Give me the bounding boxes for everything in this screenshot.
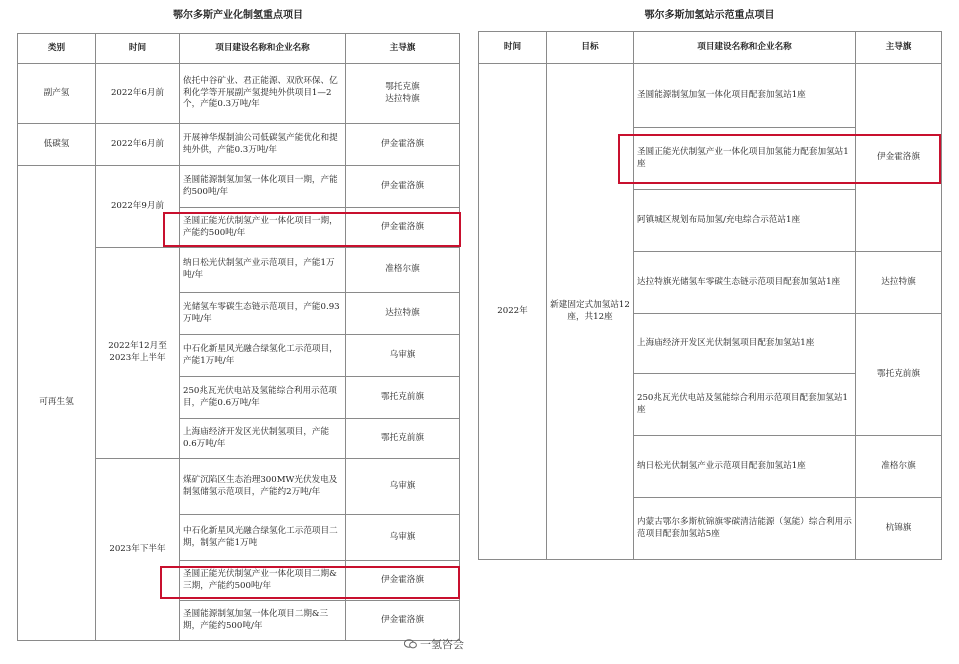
flag-cell: 准格尔旗 — [856, 436, 942, 498]
station-cell: 阿镇城区规划布局加氢/充电综合示范站1座 — [634, 190, 856, 252]
project-cell: 中石化新星风光融合绿氢化工示范项目，产能1万吨/年 — [180, 335, 346, 377]
highlight-box — [163, 212, 461, 247]
right-table-title: 鄂尔多斯加氢站示范重点项目 — [644, 10, 775, 21]
left-header-flag: 主导旗 — [346, 34, 460, 64]
right-table — [478, 31, 942, 560]
left-header-category: 类别 — [18, 34, 96, 64]
flag-cell: 乌审旗 — [346, 335, 460, 377]
project-cell: 圣圆能源制氢加氢一体化项目一期，产能约500吨/年 — [180, 166, 346, 208]
wechat-icon — [404, 639, 417, 649]
flag-cell: 鄂托克前旗 — [856, 314, 942, 436]
project-cell: 光储氢车零碳生态链示范项目，产能0.93万吨/年 — [180, 293, 346, 335]
flag-cell: 准格尔旗 — [346, 248, 460, 293]
flag-cell: 达拉特旗 — [856, 252, 942, 314]
flag-cell: 乌审旗 — [346, 515, 460, 561]
flag-cell: 鄂托克旗 达拉特旗 — [346, 64, 460, 124]
flag-cell: 伊金霍洛旗 — [346, 124, 460, 166]
time-cell: 2023年下半年 — [96, 459, 180, 641]
station-cell: 纳日松光伏制氢产业示范项目配套加氢站1座 — [634, 436, 856, 498]
station-cell: 圣圆能源制氢加氢一体化项目配套加氢站1座 — [634, 64, 856, 128]
time-cell: 2022年12月至2023年上半年 — [96, 248, 180, 459]
left-header-project: 项目建设名称和企业名称 — [180, 34, 346, 64]
time-cell: 2022年6月前 — [96, 124, 180, 166]
station-cell: 圣圆正能光伏制氢产业一体化项目加氢能力配套加氢站1座 — [634, 128, 856, 190]
right-header-project: 项目建设名称和企业名称 — [634, 32, 856, 64]
project-cell: 250兆瓦光伏电站及氢能综合利用示范项目，产能0.6万吨/年 — [180, 377, 346, 419]
left-header-time: 时间 — [96, 34, 180, 64]
time-cell: 2022年6月前 — [96, 64, 180, 124]
highlight-box — [618, 134, 941, 184]
project-cell: 中石化新星风光融合绿氢化工示范项目二期，制氢产能1万吨 — [180, 515, 346, 561]
flag-cell: 伊金霍洛旗 — [346, 601, 460, 641]
goal-cell: 新建固定式加氢站12座，共12座 — [547, 64, 634, 560]
flag-cell: 杭锦旗 — [856, 498, 942, 560]
project-cell: 上海庙经济开发区光伏制氢项目，产能0.6万吨/年 — [180, 419, 346, 459]
station-cell: 达拉特旗光储氢车零碳生态链示范项目配套加氢站1座 — [634, 252, 856, 314]
left-table-title: 鄂尔多斯产业化制氢重点项目 — [173, 10, 303, 21]
flag-cell: 伊金霍洛旗 — [856, 64, 942, 252]
project-cell: 依托中谷矿业、君正能源、双欣环保、亿利化学等开展副产氢提纯外供项目1—2个，产能0.3万吨/年 — [180, 64, 346, 124]
left-table — [17, 33, 460, 641]
project-cell: 煤矿沉陷区生态治理300MW光伏发电及制氢储氢示范项目，产能约2万吨/年 — [180, 459, 346, 515]
flag-cell: 伊金霍洛旗 — [346, 561, 460, 601]
category-cell: 可再生氢 — [18, 166, 96, 641]
station-cell: 250兆瓦光伏电站及氢能综合利用示范项目配套加氢站1座 — [634, 374, 856, 436]
category-cell: 副产氢 — [18, 64, 96, 124]
watermark-text: 一氢咨会 — [420, 638, 464, 651]
highlight-box — [160, 566, 460, 599]
category-cell: 低碳氢 — [18, 124, 96, 166]
flag-cell: 伊金霍洛旗 — [346, 166, 460, 208]
right-header-time: 时间 — [479, 32, 547, 64]
flag-cell: 鄂托克前旗 — [346, 377, 460, 419]
project-cell: 圣圆正能光伏制氢产业一体化项目二期&三期，产能约500吨/年 — [180, 561, 346, 601]
station-cell: 上海庙经济开发区光伏制氢项目配套加氢站1座 — [634, 314, 856, 374]
project-cell: 圣圆能源制氢加氢一体化项目二期&三期，产能约500吨/年 — [180, 601, 346, 641]
flag-cell: 鄂托克前旗 — [346, 419, 460, 459]
project-cell: 开展神华煤制油公司低碳氢产能优化和提纯外供，产能0.3万吨/年 — [180, 124, 346, 166]
project-cell: 纳日松光伏制氢产业示范项目，产能1万吨/年 — [180, 248, 346, 293]
right-header-flag: 主导旗 — [856, 32, 942, 64]
flag-cell: 乌审旗 — [346, 459, 460, 515]
project-cell: 圣圆正能光伏制氢产业一体化项目一期，产能约500吨/年 — [180, 208, 346, 248]
time-cell: 2022年9月前 — [96, 166, 180, 248]
time-cell: 2022年 — [479, 64, 547, 560]
right-header-goal: 目标 — [547, 32, 634, 64]
watermark — [404, 636, 464, 652]
flag-cell: 伊金霍洛旗 — [346, 208, 460, 248]
flag-cell: 达拉特旗 — [346, 293, 460, 335]
station-cell: 内蒙古鄂尔多斯杭锦旗零碳清洁能源（氢能）综合利用示范项目配套加氢站5座 — [634, 498, 856, 560]
